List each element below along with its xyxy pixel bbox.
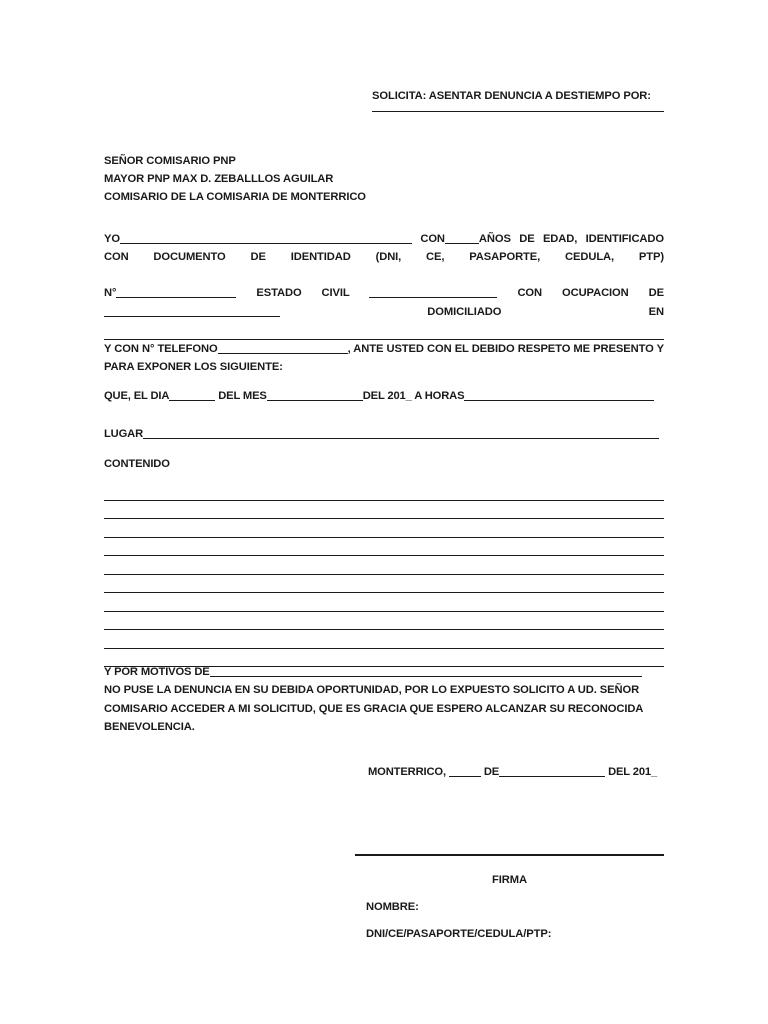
firma-label: FIRMA	[492, 874, 527, 886]
estado-civil-blank[interactable]	[369, 297, 497, 298]
contenido-label: CONTENIDO	[104, 458, 170, 470]
identificado-text: IDENTIFICADO CON DOCUMENTO DE IDENTIDAD (DNI, CE, PASAPORTE, CEDULA, PTP)	[104, 233, 664, 264]
motivos-block	[104, 664, 664, 736]
body-block	[104, 230, 664, 376]
contenido-line[interactable]	[104, 501, 664, 520]
documento-label: DNI/CE/PASAPORTE/CEDULA/PTP:	[366, 928, 552, 940]
nombre-blank[interactable]	[120, 243, 412, 244]
a-horas-label: A HORAS	[414, 390, 465, 402]
contenido-line[interactable]	[104, 630, 664, 649]
contenido-line[interactable]	[104, 538, 664, 557]
documento-paragraph	[104, 284, 664, 338]
que-el-dia-label: QUE, EL DIA	[104, 390, 170, 402]
day-blank[interactable]	[449, 776, 481, 777]
date-row	[368, 762, 657, 781]
domiciliado-label: DOMICILIADO	[427, 305, 502, 318]
que-block	[104, 388, 664, 405]
month-blank[interactable]	[499, 776, 605, 777]
con-label: CON	[420, 233, 445, 245]
estado-civil-label: ESTADO CIVIL	[256, 287, 350, 300]
lugar-row	[104, 424, 664, 443]
motivos-label: Y POR MOTIVOS DE	[104, 666, 210, 678]
ante-usted-text: , ANTE USTED CON EL DEBIDO RESPETO ME	[347, 342, 591, 355]
contenido-line[interactable]	[104, 575, 664, 594]
con-ocupacion-de-label: CON OCUPACION DE	[517, 287, 664, 300]
contenido-line[interactable]	[104, 593, 664, 612]
telefono-paragraph	[104, 340, 664, 376]
lugar-label: LUGAR	[104, 428, 144, 440]
motivos-line	[104, 664, 664, 681]
del-201-label: DEL 201_	[362, 390, 412, 402]
telefono-blank[interactable]	[218, 353, 348, 354]
contenido-line[interactable]	[104, 612, 664, 631]
addressee-line-1: SEÑOR COMISARIO PNP	[104, 155, 236, 167]
motivos-blank[interactable]	[210, 676, 642, 677]
numero-documento-blank[interactable]	[116, 297, 236, 298]
lugar-line	[104, 428, 659, 440]
de-label: DE	[483, 766, 500, 778]
closing-paragraph: NO PUSE LA DENUNCIA EN SU DEBIDA OPORTUNIDAD, POR LO EXPUESTO SOLICITO A UD. SEÑOR COMISARIO ACCEDER A MI SOLICITUD, QUE ES GRACIA QUE ESPERO ALCANZAR SU RECONOCIDA BENEVOLENCIA.	[104, 684, 643, 733]
del-mes-label: DEL MES	[218, 390, 267, 402]
en-label: EN	[648, 305, 665, 318]
nombre-label: NOMBRE:	[366, 901, 419, 913]
numero-label: N°	[104, 287, 117, 300]
year-label: DEL 201_	[608, 766, 658, 778]
de-label: DE	[519, 233, 535, 245]
solicita-block	[372, 90, 664, 112]
identity-paragraph	[104, 230, 664, 284]
date-line	[368, 766, 657, 778]
que-line	[104, 388, 664, 405]
telefono-label: Y CON N° TELEFONO	[104, 342, 218, 355]
edad-label: EDAD,	[542, 233, 578, 245]
hora-blank[interactable]	[464, 400, 654, 401]
mes-blank[interactable]	[267, 400, 363, 401]
contenido-line[interactable]	[104, 556, 664, 575]
dia-blank[interactable]	[169, 400, 215, 401]
ocupacion-blank[interactable]	[104, 316, 280, 317]
signature-rule	[355, 854, 664, 856]
contenido-line[interactable]	[104, 482, 664, 501]
presento-text: PRESENTO Y PARA EXPONER LOS SIGUIENTE:	[104, 342, 664, 373]
contenido-blank-lines	[104, 482, 664, 667]
place-label: MONTERRICO,	[368, 766, 446, 778]
contenido-line[interactable]	[104, 519, 664, 538]
addressee-block	[104, 152, 664, 206]
yo-label: YO	[104, 233, 120, 245]
solicita-heading: SOLICITA: ASENTAR DENUNCIA A DESTIEMPO POR:	[372, 90, 651, 102]
solicita-blank-rule	[372, 111, 664, 112]
lugar-blank[interactable]	[143, 438, 659, 439]
addressee-line-3: COMISARIO DE LA COMISARIA DE MONTERRICO	[104, 191, 366, 204]
edad-blank[interactable]	[445, 243, 479, 244]
anios-label: AÑOS	[478, 233, 511, 245]
addressee-line-2: MAYOR PNP MAX D. ZEBALLLOS AGUILAR	[104, 173, 334, 186]
